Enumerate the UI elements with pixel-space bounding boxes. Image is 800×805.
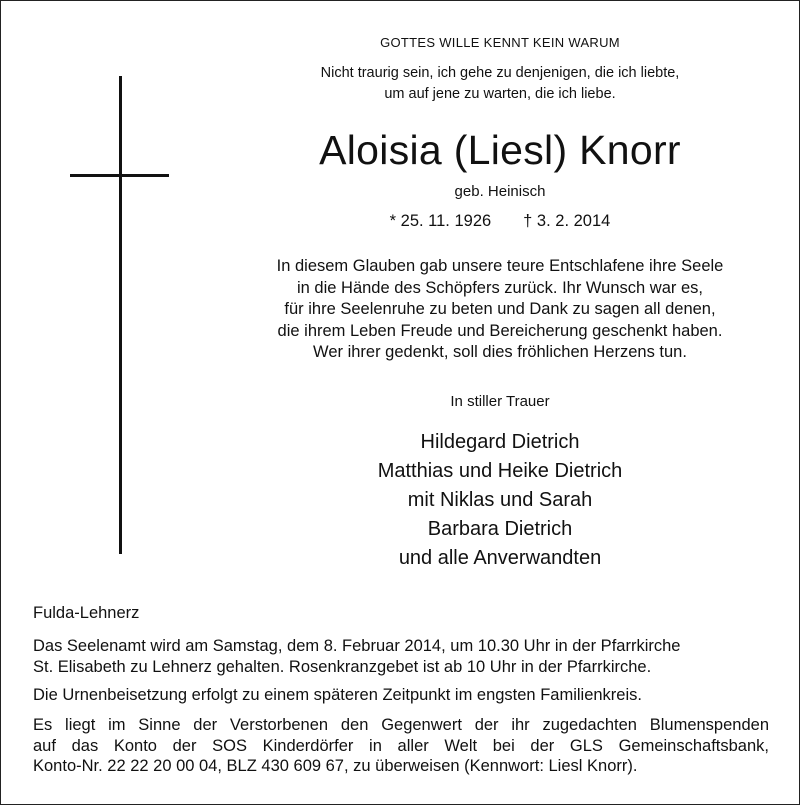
mourners-list xyxy=(235,428,765,573)
life-dates xyxy=(235,212,765,231)
memorial-line: für ihre Seelenruhe zu beten und Dank zu sagen all denen, xyxy=(284,300,716,318)
urn-paragraph xyxy=(33,685,769,706)
birth-date: * 25. 11. 1926 xyxy=(389,212,492,230)
paragraph-line: Es liegt im Sinne der Verstorbenen den Gegenwert der ihr zugedachten Blumenspenden xyxy=(33,716,769,734)
paragraph-line: Die Urnenbeisetzung erfolgt zu einem späteren Zeitpunkt im engsten Familienkreis. xyxy=(33,686,642,704)
verse-line: Nicht traurig sein, ich gehe zu denjenigen, die ich liebte, xyxy=(320,65,680,81)
memorial-line: Wer ihrer gedenkt, soll dies fröhlichen Herzens tun. xyxy=(313,343,687,361)
memorial-text xyxy=(235,256,765,364)
mourning-label: In stiller Trauer xyxy=(450,393,550,410)
mourner: mit Niklas und Sarah xyxy=(407,489,593,511)
paragraph-line: Das Seelenamt wird am Samstag, dem 8. Februar 2014, um 10.30 Uhr in der Pfarrkirche xyxy=(33,637,681,655)
mourner: Hildegard Dietrich xyxy=(420,431,580,453)
deceased-name: Aloisia (Liesl) Knorr xyxy=(319,127,681,173)
motto: GOTTES WILLE KENNT KEIN WARUM xyxy=(380,35,620,50)
memorial-line: In diesem Glauben gab unsere teure Entschlafene ihre Seele xyxy=(276,257,724,275)
death-date: † 3. 2. 2014 xyxy=(523,212,611,230)
memorial-line: in die Hände des Schöpfers zurück. Ihr Wunsch war es, xyxy=(297,278,703,297)
verse xyxy=(235,63,765,105)
place: Fulda-Lehnerz xyxy=(33,604,140,622)
cross-icon-horizontal xyxy=(70,174,169,177)
donation-paragraph xyxy=(33,715,769,777)
memorial-line: die ihrem Leben Freude und Bereicherung geschenkt haben. xyxy=(277,321,723,340)
mourner: Barbara Dietrich xyxy=(427,518,573,540)
mourner: Matthias und Heike Dietrich xyxy=(377,460,623,482)
paragraph-line: Konto-Nr. 22 22 20 00 04, BLZ 430 609 67, zu überweisen (Kennwort: Liesl Knorr). xyxy=(33,757,638,775)
verse-line: um auf jene zu warten, die ich liebe. xyxy=(384,86,616,102)
service-paragraph xyxy=(33,636,769,677)
mourner: und alle Anverwandten xyxy=(398,547,602,569)
paragraph-line: St. Elisabeth zu Lehnerz gehalten. Rosenkranzgebet ist ab 10 Uhr in der Pfarrkirche. xyxy=(33,657,652,676)
cross-icon-vertical xyxy=(119,76,122,554)
paragraph-line: auf das Konto der SOS Kinderdörfer in aller Welt bei der GLS Gemeinschaftsbank, xyxy=(33,736,769,755)
maiden-name: geb. Heinisch xyxy=(454,183,546,200)
